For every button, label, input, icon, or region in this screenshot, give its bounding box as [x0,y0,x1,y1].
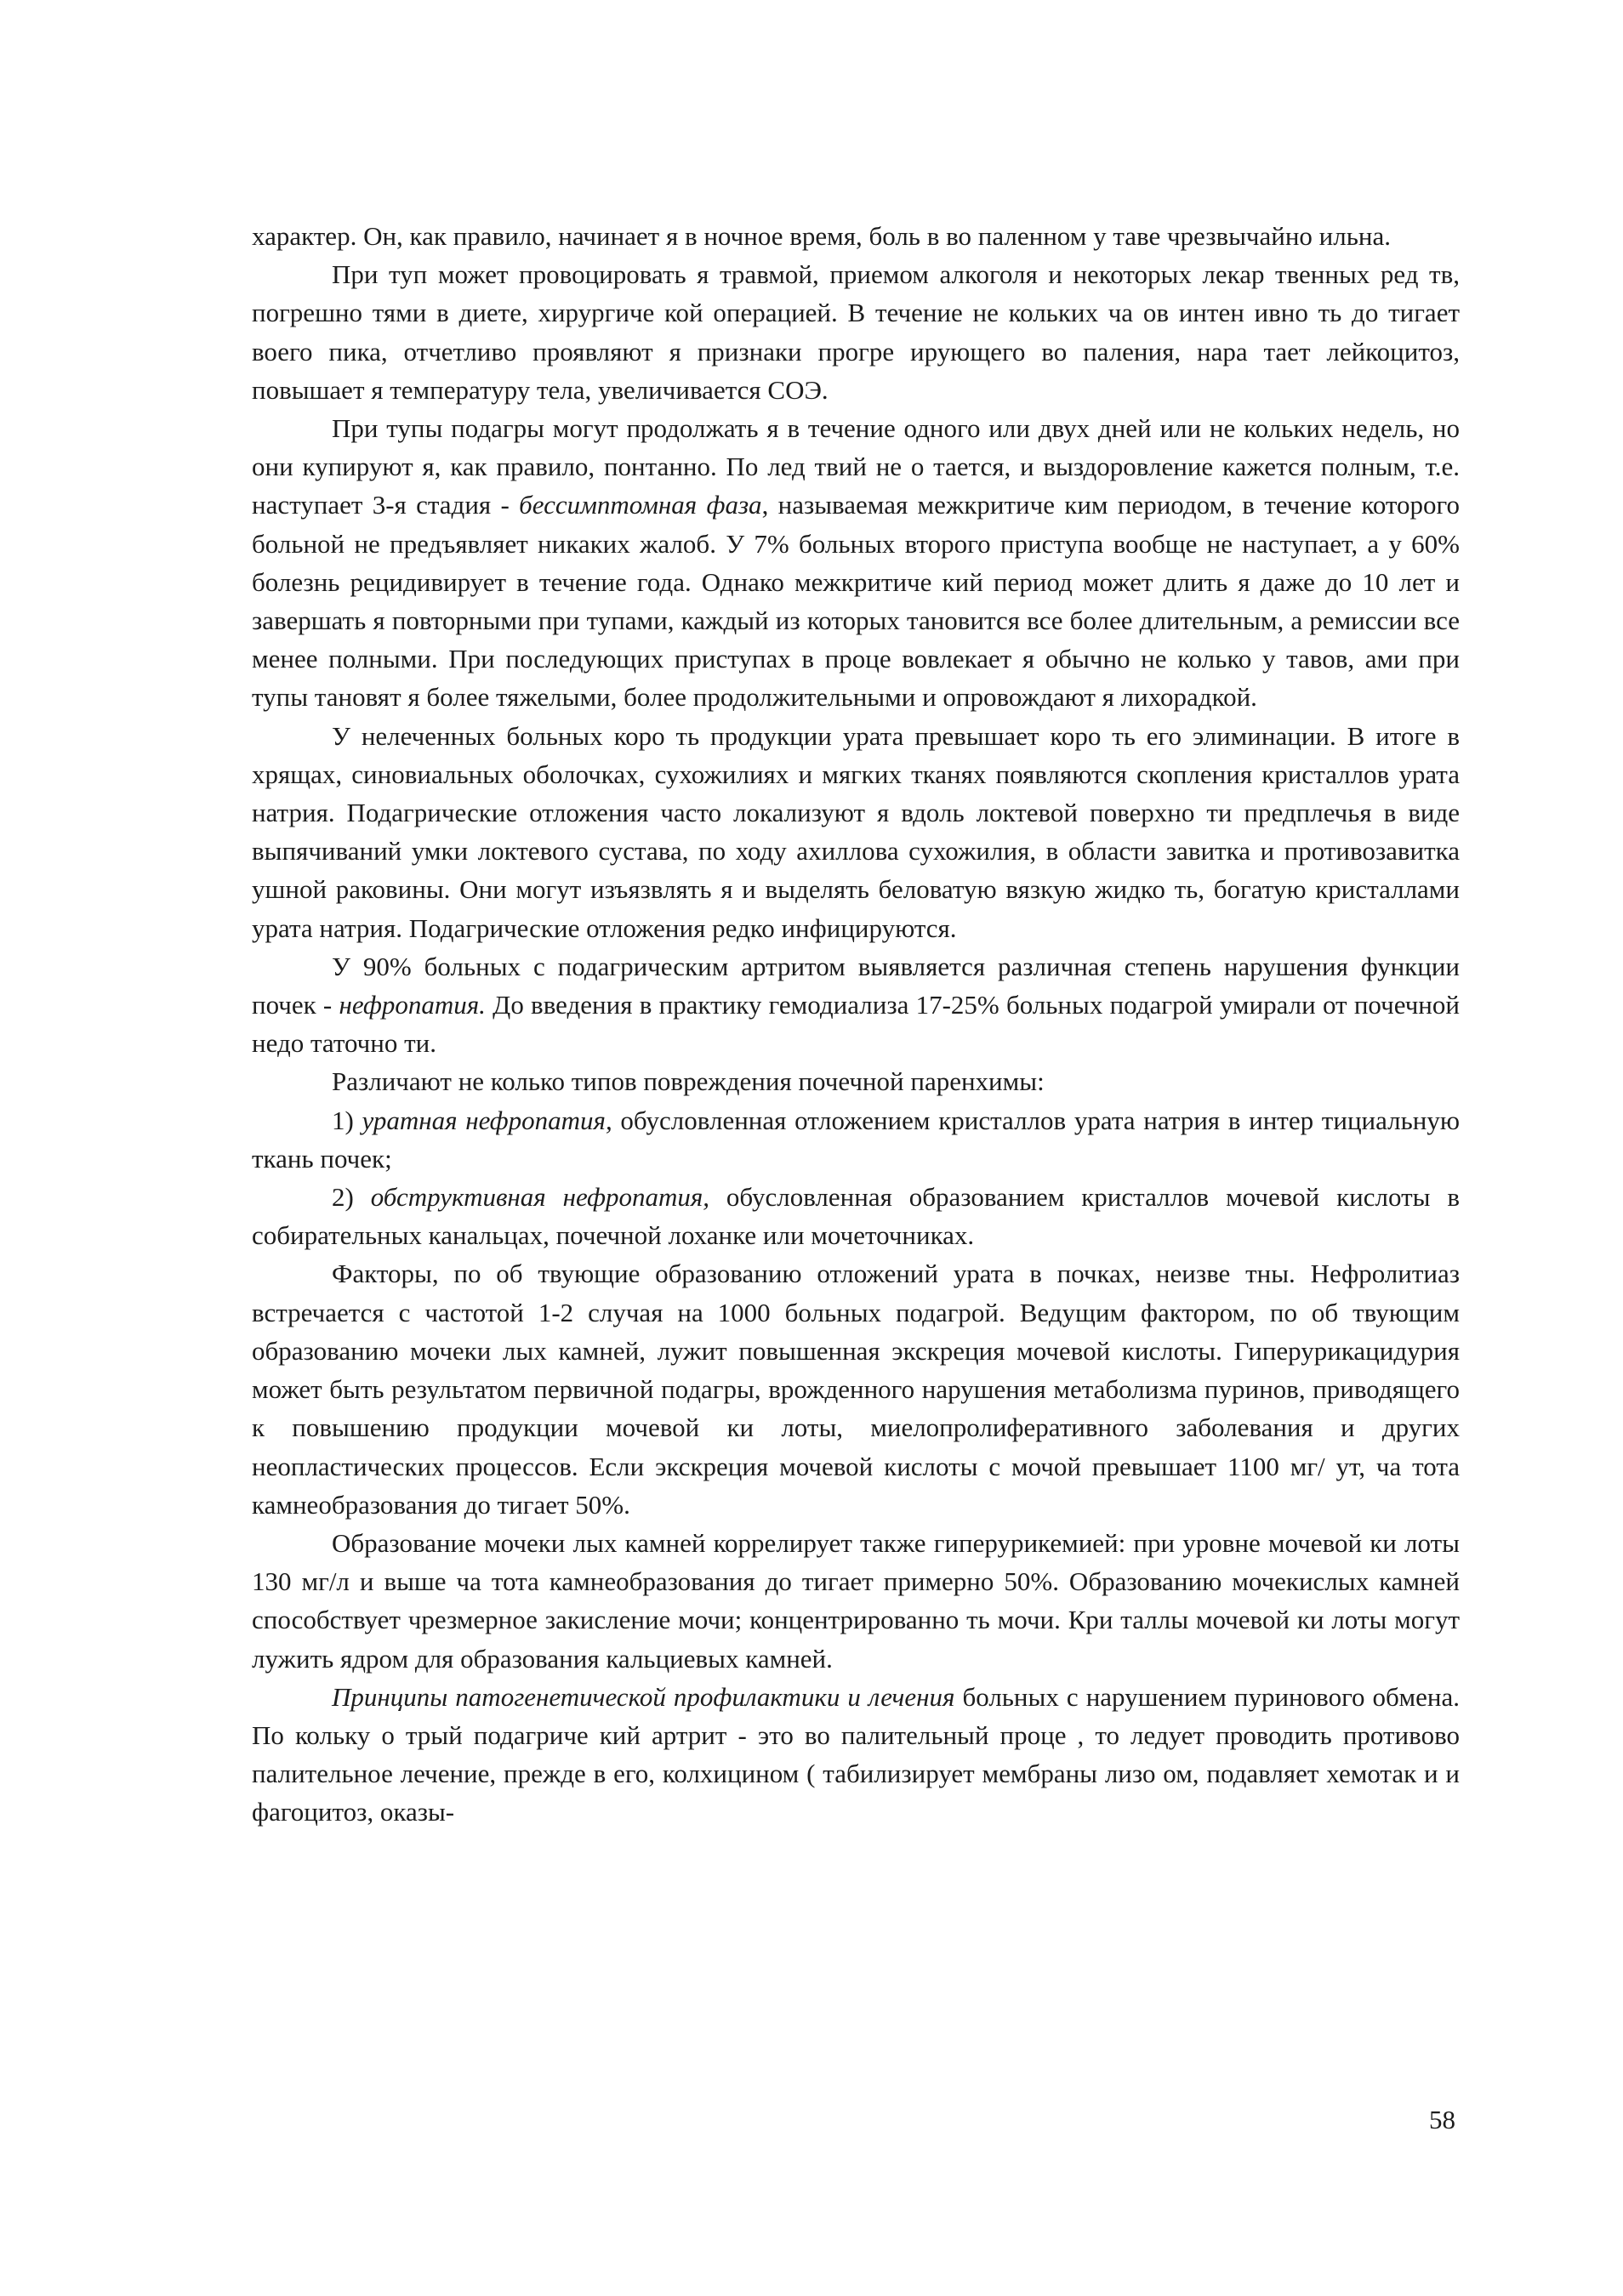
paragraph [252,1062,1460,1100]
text-run: У 90% больных с подагрическим артритом выявляется различная степень нарушения функции почек - [252,951,1460,1020]
text-run: обусловленная отложением кристаллов урата натрия в интер тициальную ткань почек; [252,1105,1461,1174]
paragraph [252,1178,1460,1254]
text-run: Образование мочеки лых камней коррелирует также гиперурикемией: при уровне мочевой ки лоты 130 мг/л и выше ча тота камнеобразования до тигает примерно 50%. Образованию мочекислых камней способствует чрезмерное закисление мочи; концентрированно ть мочи. Кри таллы мочевой ки лоты могут лужить ядром для образования кальциевых камней. [252,1527,1460,1674]
text-run: Различают не колько типов повреждения почечной паренхимы: [332,1066,1045,1097]
body-text [252,217,1460,1832]
text-run: Факторы, по об твующие образованию отложений урата в почках, неизве тны. Нефролитиаз встречается с частотой 1-2 случая на 1000 больных подагрой. Ведущим фактором, по об твующим образованию мочеки лых камней, лужит повышенная экскреция мочевой кислоты. Гиперурикацидурия может быть результатом первичной подагры, врожденного нарушения метаболизма пуринов, приводящего к повышению продукции мочевой ки лоты, миелопролиферативного заболевания и других неопластических процессов. Если экскреция мочевой кислоты с мочой превышает 1100 мг/ ут, ча тота камнеобразования до тигает 50%. [252,1259,1460,1520]
paragraph [252,1101,1460,1178]
text-run: У нелеченных больных коро ть продукции урата превышает коро ть его элиминации. В итоге в хрящах, синовиальных оболочках, сухожилиях и мягких тканях появляются скопления кристаллов урата натрия. Подагрические отложения часто локализуют я вдоль локтевой поверхно ти предплечья в виде выпячиваний умки локтевого сустава, по ходу ахиллова сухожилия, в области завитка и противозавитка ушной раковины. Они могут изъязвлять я и выделять беловатую вязкую жидко ть, богатую кристаллами урата натрия. Подагрические отложения редко инфицируются. [252,720,1460,943]
text-run: При туп может провоцировать я травмой, приемом алкоголя и некоторых лекар твенных ред тв, погрешно тями в диете, хирургиче кой операцией. В течение не кольких ча ов интен ивно ть до тигает воего пика, отчетливо проявляют я признаки прогре ирующего во паления, нара тает лейкоцитоз, повышает я температуру тела, увеличивается СОЭ. [252,259,1460,405]
paragraph [252,947,1460,1063]
text-run: , называемая межкритиче ким периодом, в течение которого больной не предъявляет никаких жалоб. У 7% больных второго приступа вообще не наступает, а у 60% болезнь рецидивирует в течение года. Однако межкритиче кий период может длить я даже до 10 лет и завершать я повторными при тупами, каждый из которых тановится все более длительным, а ремиссии все менее полными. При последующих приступах в проце вовлекает я обычно не колько у тавов, ами при тупы тановят я более тяжелыми, более продолжительными и опровождают я лихорадкой. [252,490,1460,713]
paragraph [252,717,1460,947]
italic-term: Принципы патогенетической профилактики и лечения [332,1681,955,1712]
text-run: До введения в практику гемодиализа 17-25% больных подагрой умирали от почечной недо таточно ти. [252,990,1460,1059]
text-run: характер. Он, как правило, начинает я в ночное время, боль в во паленном у таве чрезвычайно ильна. [252,221,1391,251]
text-run: 2) [332,1182,371,1213]
paragraph [252,409,1460,717]
paragraph [252,1524,1460,1678]
italic-term: нефропатия. [339,990,486,1020]
italic-term: бессимптомная фаза [519,490,762,520]
paragraph [252,217,1460,255]
paragraph [252,255,1460,409]
text-run: 1) [332,1105,362,1135]
italic-term: обструктивная нефропатия, [370,1182,709,1213]
text-run: При тупы подагры могут продолжать я в течение одного или двух дней или не кольких недель, но они купируют я, как правило, понтанно. По лед твий не о тается, и выздоровление кажется полным, т.е. наступает 3-я стадия - [252,413,1460,520]
page-number: 58 [1429,2105,1455,2134]
text-run: обусловленная образованием кристаллов мочевой кислоты в собирательных канальцах, почечной лоханке или мочеточниках. [252,1182,1460,1251]
text-run: больных с нарушением пуринового обмена. По кольку о трый подагриче кий артрит - это во палительный проце , то ледует проводить противово палительное лечение, прежде в его, колхицином ( табилизирует мембраны лизо ом, подавляет хемотак и и фагоцитоз, оказы- [252,1681,1461,1827]
paragraph [252,1678,1460,1832]
paragraph [252,1254,1460,1523]
italic-term: уратная нефропатия, [362,1105,612,1135]
